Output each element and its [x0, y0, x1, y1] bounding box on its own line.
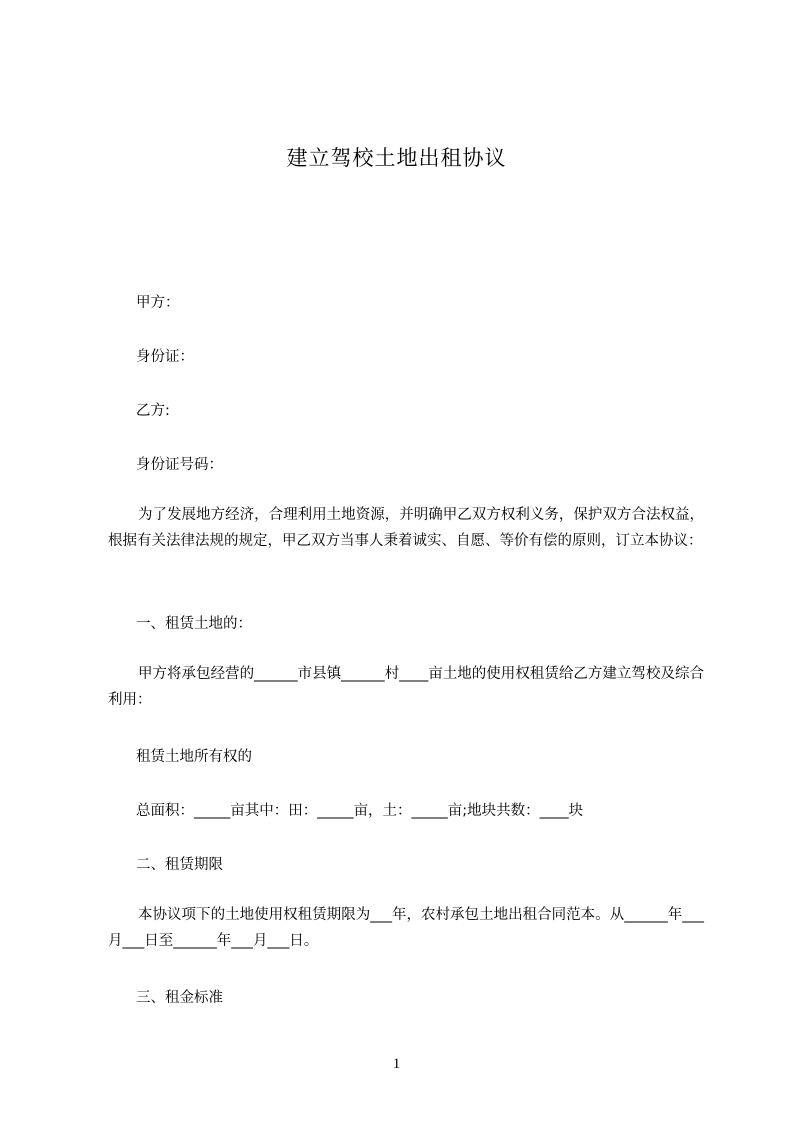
party-a-label: 甲方：	[136, 295, 180, 311]
section-3-heading: 三、租金标准	[136, 990, 223, 1006]
section-1-heading: 一、租赁土地的：	[136, 616, 252, 632]
section-2-heading: 二、租赁期限	[136, 857, 223, 873]
section-2-body: 本协议项下的土地使用权租赁期限为___年，农村承包土地出租合同范本。从______年___月___日至______年___月___日。	[108, 907, 704, 949]
id-card-label: 身份证：	[136, 349, 194, 365]
party-b-label: 乙方:	[136, 403, 170, 419]
section-1-body: 甲方将承包经营的______市县镇______村____亩土地的使用权租赁给乙方建立驾校及综合利用：	[108, 666, 704, 708]
document-title: 建立驾校土地出租协议	[286, 146, 507, 170]
page-number: 1	[392, 1056, 401, 1072]
land-ownership-line: 租赁土地所有权的	[136, 749, 252, 765]
id-number-label: 身份证号码：	[136, 457, 223, 473]
total-area-line: 总面积：_____亩其中：田：_____亩，土：_____亩;地块共数：____块	[136, 803, 584, 819]
intro-paragraph: 为了发展地方经济，合理利用土地资源，并明确甲乙双方权利义务，保护双方合法权益，根据有关法律法规的规定，甲乙双方当事人秉着诚实、自愿、等价有偿的原则，订立本协议：	[108, 507, 704, 549]
